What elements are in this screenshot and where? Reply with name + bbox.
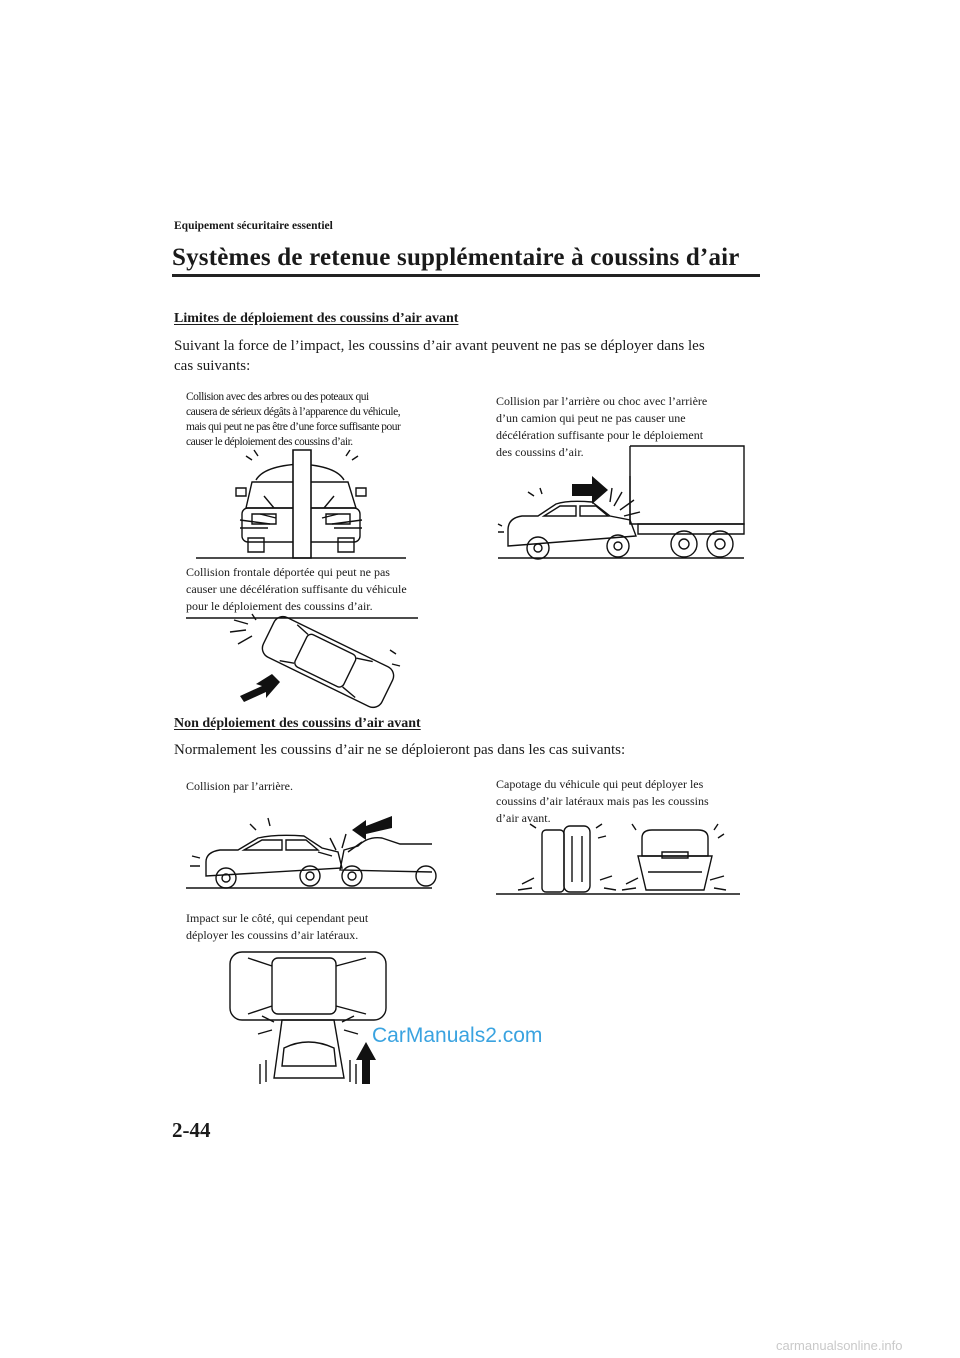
limits-intro-line-1: Suivant la force de l’impact, les coussins d’air avant peuvent ne pas se déployer dans les: [174, 338, 705, 354]
caption-line: coussins d’air latéraux mais pas les coussins: [496, 794, 709, 808]
caption-line: causer une décélération suffisante du véhicule: [186, 582, 407, 596]
impact-arrow-icon: [240, 674, 280, 702]
impact-arrow-icon: [572, 476, 608, 504]
side-impact-icon: [226, 948, 390, 1086]
caption-line: Impact sur le côté, qui cependant peut: [186, 911, 369, 925]
page-number: 2-44: [172, 1118, 211, 1142]
rollover-icon: [496, 824, 740, 898]
caption-line: Collision avec des arbres ou des poteaux qui: [186, 391, 369, 403]
caption-rollover: [496, 776, 756, 827]
caption-line: décélération suffisante pour le déploiement: [496, 428, 704, 442]
caption-offset-collision: [186, 564, 456, 615]
impact-arrow-icon: [352, 816, 392, 840]
title-divider: [172, 274, 760, 277]
watermark-logo: CarManuals2.com: [372, 1024, 543, 1047]
non-deploy-heading: Non déploiement des coussins d’air avant: [174, 716, 421, 731]
limits-heading: Limites de déploiement des coussins d’air avant: [174, 311, 459, 326]
rear-collision-icon: [186, 812, 432, 892]
impact-arrow-icon: [356, 1042, 376, 1084]
caption-line: pour le déploiement des coussins d’air.: [186, 599, 373, 613]
caption-line: causera de sérieux dégâts à l’apparence du véhicule,: [186, 406, 401, 418]
caption-line: causer le déploiement des coussins d’air.: [186, 436, 353, 448]
caption-line: d’un camion qui peut ne pas causer une: [496, 411, 686, 425]
caption-line: Collision par l’arrière ou choc avec l’arrière: [496, 394, 708, 408]
caption-line: mais qui peut ne pas être d’une force suffisante pour: [186, 421, 401, 433]
non-deploy-intro: Normalement les coussins d’air ne se déploieront pas dans les cas suivants:: [174, 742, 626, 758]
pole-collision-car-icon: [196, 448, 406, 560]
limits-intro-line-2: cas suivants:: [174, 358, 251, 374]
site-watermark: carmanualsonline.info: [776, 1338, 903, 1353]
caption-side-impact: [186, 910, 426, 944]
caption-line: d’air avant.: [496, 811, 551, 825]
offset-collision-icon: [186, 612, 418, 706]
section-label: Equipement sécuritaire essentiel: [174, 220, 333, 232]
caption-line: des coussins d’air.: [496, 445, 584, 459]
caption-line: Collision frontale déportée qui peut ne pas: [186, 565, 390, 579]
page-title: Systèmes de retenue supplémentaire à coussins d’air: [172, 244, 740, 271]
caption-line: Capotage du véhicule qui peut déployer les: [496, 777, 704, 791]
caption-rear-collision: Collision par l’arrière.: [186, 779, 293, 793]
truck-underride-icon: [498, 446, 746, 566]
caption-pole-collision: [186, 390, 456, 450]
caption-line: déployer les coussins d’air latéraux.: [186, 928, 359, 942]
